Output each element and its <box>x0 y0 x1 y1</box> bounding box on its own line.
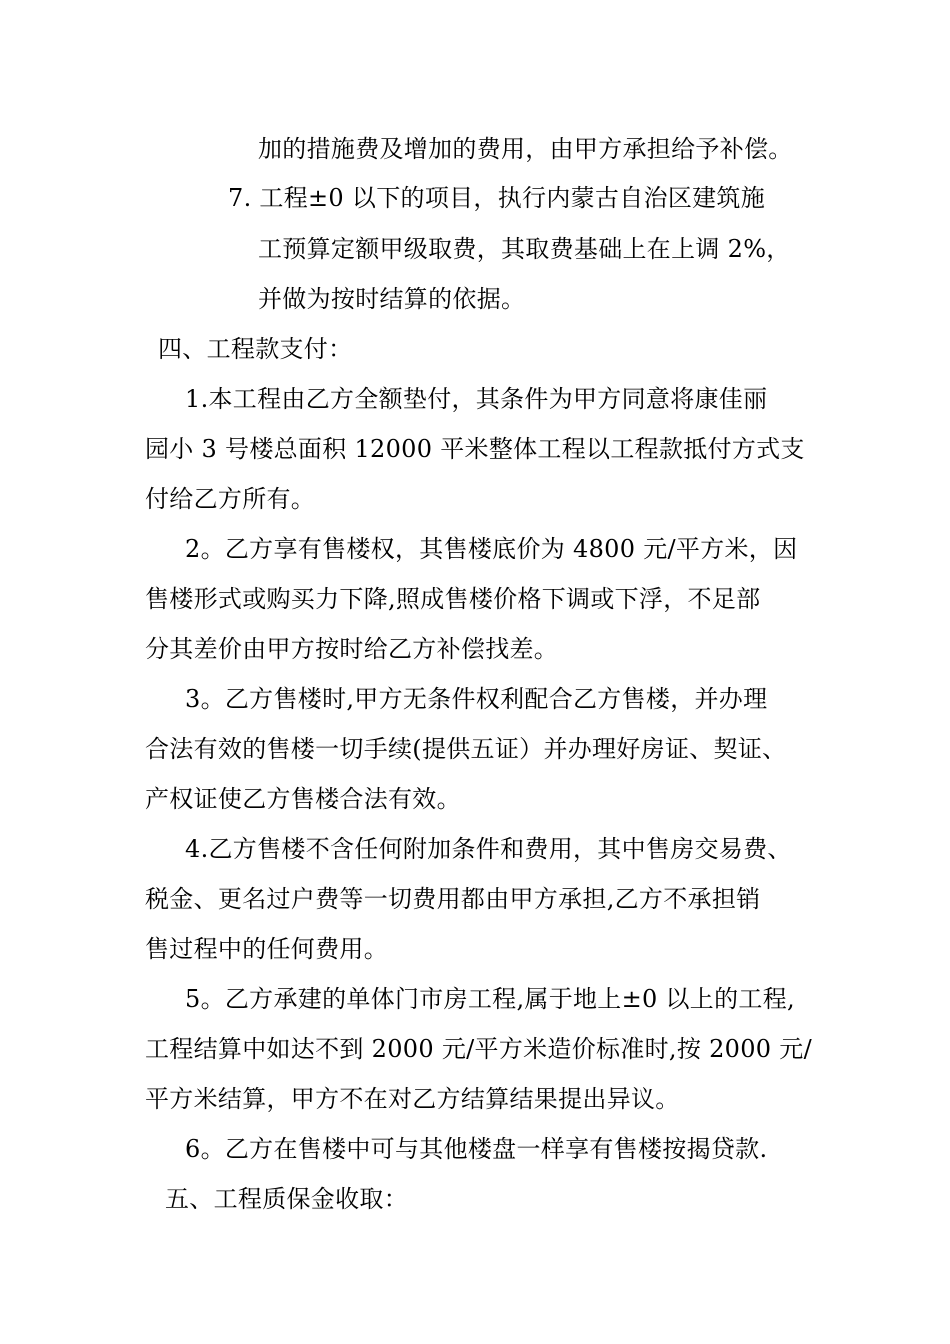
paragraph-2-line-2: 售楼形式或购买力下降,照成售楼价格下调或下浮，不足部 <box>145 585 761 613</box>
paragraph-5-line-2: 工程结算中如达不到 2000 元/平方米造价标准时,按 2000 元/ <box>145 1035 812 1063</box>
paragraph-5-line-1: 5。乙方承建的单体门市房工程,属于地上±0 以上的工程, <box>185 985 795 1013</box>
section-heading-5: 五、工程质保金收取： <box>165 1185 408 1213</box>
list-item-7-line-2: 工预算定额甲级取费，其取费基础上在上调 2%， <box>258 235 791 263</box>
paragraph-1-line-1: 1.本工程由乙方全额垫付，其条件为甲方同意将康佳丽 <box>185 385 768 413</box>
paragraph-3-line-2: 合法有效的售楼一切手续(提供五证）并办理好房证、契证、 <box>145 735 787 763</box>
paragraph-3-line-1: 3。乙方售楼时,甲方无条件权利配合乙方售楼，并办理 <box>185 685 768 713</box>
continued-item-line: 加的措施费及增加的费用，由甲方承担给予补偿。 <box>258 135 793 163</box>
list-item-7-line-3: 并做为按时结算的依据。 <box>258 285 526 313</box>
paragraph-4-line-3: 售过程中的任何费用。 <box>145 935 388 963</box>
paragraph-1-line-3: 付给乙方所有。 <box>145 485 316 513</box>
paragraph-4-line-2: 税金、更名过户费等一切费用都由甲方承担,乙方不承担销 <box>145 885 761 913</box>
paragraph-5-line-3: 平方米结算，甲方不在对乙方结算结果提出异议。 <box>145 1085 680 1113</box>
paragraph-6-line-1: 6。乙方在售楼中可与其他楼盘一样享有售楼按揭贷款. <box>185 1135 768 1163</box>
section-heading-4: 四、工程款支付： <box>158 335 353 363</box>
paragraph-3-line-3: 产权证使乙方售楼合法有效。 <box>145 785 461 813</box>
paragraph-2-line-1: 2。乙方享有售楼权，其售楼底价为 4800 元/平方米，因 <box>185 535 798 563</box>
paragraph-1-line-2: 园小 3 号楼总面积 12000 平米整体工程以工程款抵付方式支 <box>145 435 805 463</box>
paragraph-2-line-3: 分其差价由甲方按时给乙方补偿找差。 <box>145 635 559 663</box>
paragraph-4-line-1: 4.乙方售楼不含任何附加条件和费用，其中售房交易费、 <box>185 835 792 863</box>
list-item-7-line-1: 7. 工程±0 以下的项目，执行内蒙古自治区建筑施 <box>228 184 766 212</box>
